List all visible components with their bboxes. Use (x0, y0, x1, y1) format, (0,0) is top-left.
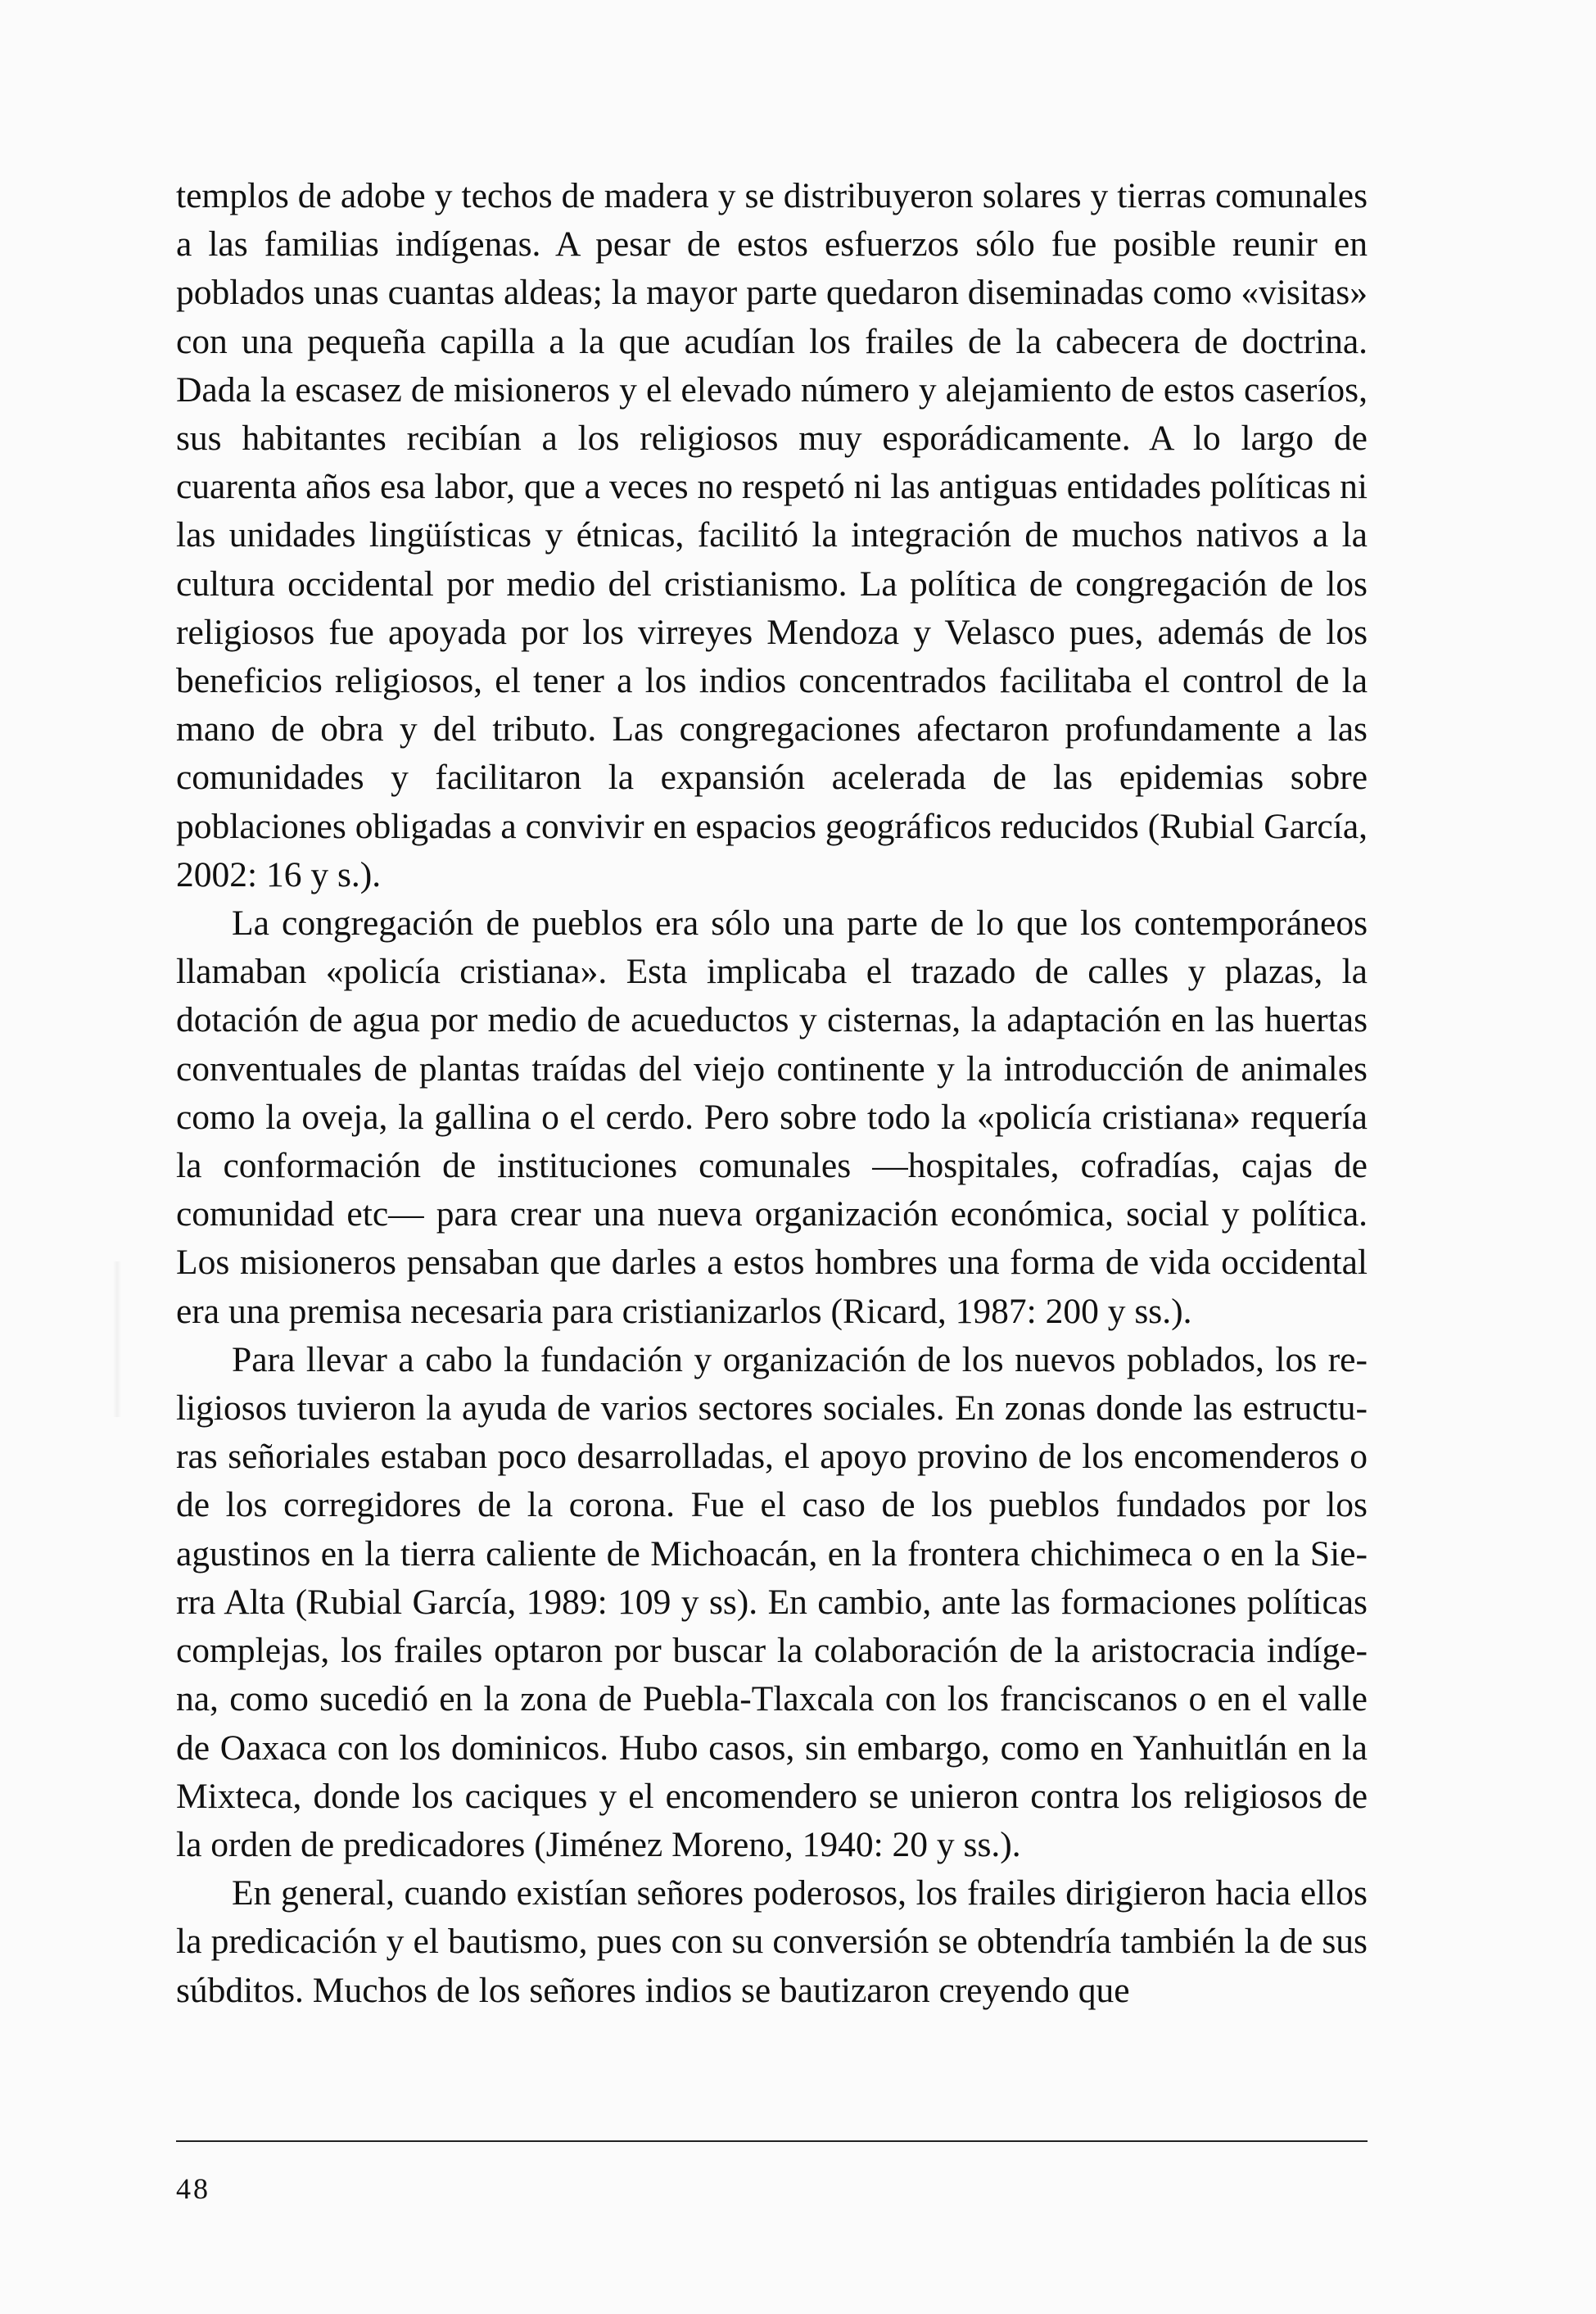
footer-rule (176, 2140, 1368, 2142)
page-number: 48 (176, 2172, 210, 2205)
scan-shadow (113, 1261, 121, 1417)
paragraph-4: En general, cuando existían señores poderosos, los frailes dirigieron hacia ellos la predicación y el bautismo, pues con su conversión se obtendría también la de sus súbditos. Muchos de los señores indios se bautizaron creyendo que (176, 1873, 1368, 2010)
paragraph-1: templos de adobe y techos de madera y se distribuyeron solares y tierras comunales a las familias indígenas. A pesar de estos esfuerzos sólo fue posible reunir en poblados unas cuantas aldeas; la mayor parte quedaron diseminadas como «visitas» con una pequeña capilla a la que acudían los frailes de la cabecera de doctrina. Dada la escasez de misioneros y el elevado número y alejamiento de estos caseríos, sus habitantes recibían a los religiosos muy esporádicamente. A lo largo de cuarenta años esa labor, que a veces no respetó ni las antiguas entidades políticas ni las unidades lingüísticas y étnicas, facilitó la integración de muchos nativos a la cultura occidental por medio del cristianismo. La política de congregación de los religiosos fue apoyada por los virreyes Mendoza y Velasco pues, además de los beneficios religiosos, el tener a los indios concentrados facilitaba el control de la mano de obra y del tributo. Las congregaciones afectaron profundamente a las comunidades y facilitaron la expansión acelerada de las epidemias sobre poblaciones obligadas a convivir en espacios geográficos reducidos (Rubial García, 2002: 16 y s.). (176, 176, 1368, 894)
paragraph-3: Para llevar a cabo la fundación y organización de los nuevos poblados, los religiosos tuvieron la ayuda de varios sectores sociales. En zonas donde las estructuras señoriales estaban poco desarrolladas, el apoyo provino de los encomenderos o de los corregidores de la corona. Fue el caso de los pueblos fundados por los agustinos en la tierra caliente de Michoacán, en la frontera chichimeca o en la Sierra Alta (Rubial García, 1989: 109 y ss). En cambio, ante las formaciones políticas complejas, los frailes optaron por buscar la colaboración de la aristocracia indígena, como sucedió en la zona de Puebla-Tlaxcala con los franciscanos o en el valle de Oaxaca con los dominicos. Hubo casos, sin embargo, como en Yanhuitlán en la Mixteca, donde los caciques y el encomendero se unieron contra los religiosos de la orden de predicadores (Jiménez Moreno, 1940: 20 y ss.). (176, 1339, 1368, 1864)
body-text (176, 172, 1368, 2015)
paragraph-2: La congregación de pueblos era sólo una parte de lo que los contemporáneos llamaban «policía cristiana». Esta implicaba el trazado de calles y plazas, la dotación de agua por medio de acueductos y cisternas, la adaptación en las huertas conventuales de plantas traídas del viejo continente y la introducción de animales como la oveja, la gallina o el cerdo. Pero sobre todo la «policía cristiana» requería la conformación de instituciones comunales —hospitales, cofradías, cajas de comunidad etc— para crear una nueva organización económica, social y política. Los misioneros pensaban que darles a estos hombres una forma de vida occidental era una premisa necesaria para cristianizarlos (Ricard, 1987: 200 y ss.). (176, 903, 1368, 1331)
